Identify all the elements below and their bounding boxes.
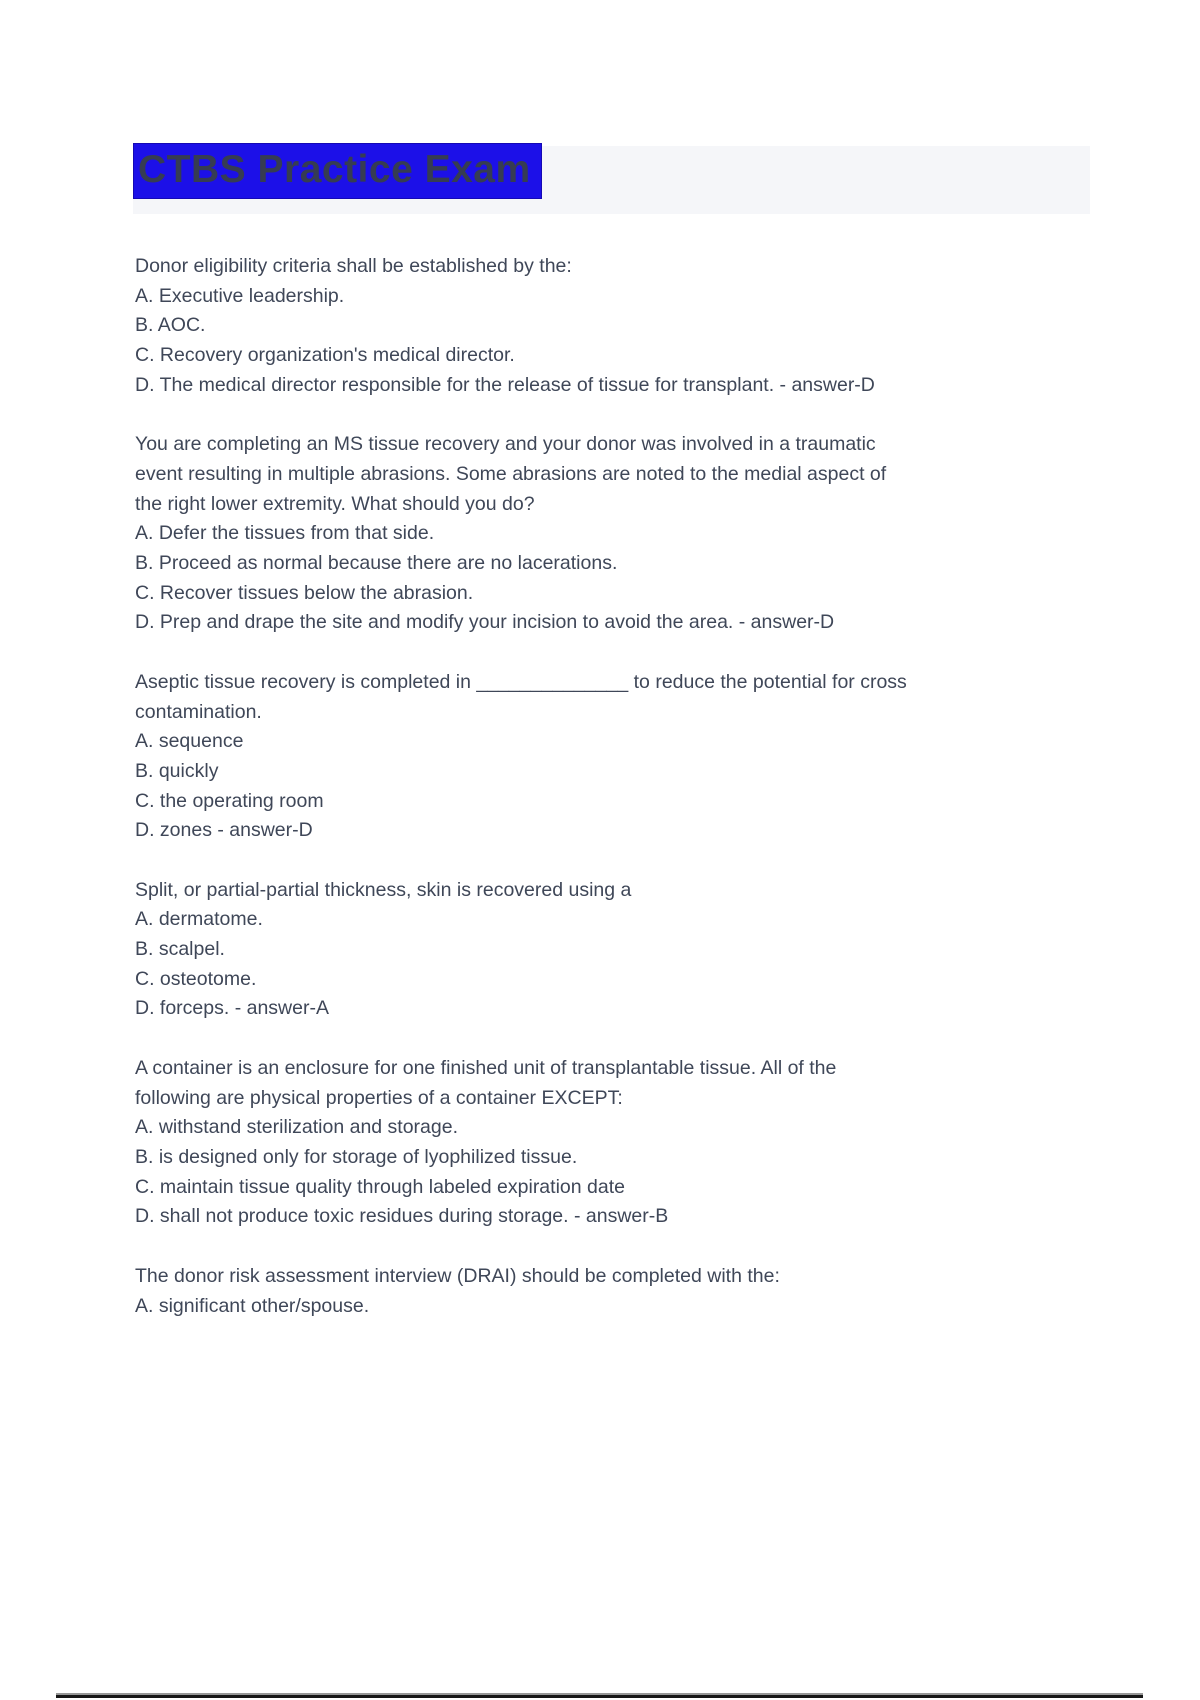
- text-line: C. osteotome.: [135, 967, 257, 990]
- text-line: Aseptic tissue recovery is completed in ______________ to reduce the potential for cross: [135, 670, 907, 693]
- text-line: contamination.: [135, 700, 262, 723]
- question-block-1: [135, 252, 1007, 400]
- text-line: D. shall not produce toxic residues during storage. - answer-B: [135, 1205, 669, 1228]
- question-block-4: [135, 876, 1007, 1024]
- text-line: Donor eligibility criteria shall be established by the:: [135, 255, 572, 277]
- text-line: B. quickly: [135, 759, 219, 782]
- title-selection-highlight: CTBS Practice Exam: [133, 143, 542, 199]
- page-title: [133, 143, 542, 199]
- text-line: A. significant other/spouse.: [135, 1294, 370, 1317]
- question-block-3: [135, 668, 1007, 846]
- text-line: B. is designed only for storage of lyophilized tissue.: [135, 1146, 578, 1169]
- text-line: following are physical properties of a container EXCEPT:: [135, 1086, 623, 1109]
- text-line: A. dermatome.: [135, 908, 263, 931]
- question-block-5: [135, 1054, 1007, 1232]
- question-block-2: [135, 430, 1007, 638]
- text-line: You are completing an MS tissue recovery and your donor was involved in a traumatic: [135, 433, 876, 456]
- text-line: B. Proceed as normal because there are no lacerations.: [135, 551, 618, 574]
- text-line: Split, or partial-partial thickness, skin is recovered using a: [135, 878, 632, 901]
- text-line: D. The medical director responsible for the release of tissue for transplant. - answer-D: [135, 373, 875, 396]
- text-line: A. Executive leadership.: [135, 284, 345, 307]
- text-line: C. Recovery organization's medical director.: [135, 343, 515, 366]
- question-block-6: [135, 1262, 1007, 1321]
- text-line: A container is an enclosure for one finished unit of transplantable tissue. All of the: [135, 1057, 837, 1080]
- text-line: C. Recover tissues below the abrasion.: [135, 581, 474, 604]
- text-line: D. zones - answer-D: [135, 819, 313, 842]
- text-line: D. forceps. - answer-A: [135, 997, 329, 1020]
- bottom-divider: [56, 1693, 1143, 1698]
- exam-content: [135, 252, 1007, 1351]
- text-line: C. the operating room: [135, 789, 324, 812]
- text-line: C. maintain tissue quality through labeled expiration date: [135, 1175, 625, 1198]
- text-line: the right lower extremity. What should you do?: [135, 492, 535, 515]
- text-line: event resulting in multiple abrasions. Some abrasions are noted to the medial aspect of: [135, 462, 887, 485]
- text-line: D. Prep and drape the site and modify your incision to avoid the area. - answer-D: [135, 611, 835, 634]
- text-line: A. sequence: [135, 730, 244, 753]
- text-line: The donor risk assessment interview (DRAI) should be completed with the:: [135, 1265, 780, 1288]
- text-line: B. scalpel.: [135, 938, 225, 961]
- text-line: B. AOC.: [135, 314, 206, 337]
- text-line: A. withstand sterilization and storage.: [135, 1116, 459, 1139]
- text-line: A. Defer the tissues from that side.: [135, 522, 435, 545]
